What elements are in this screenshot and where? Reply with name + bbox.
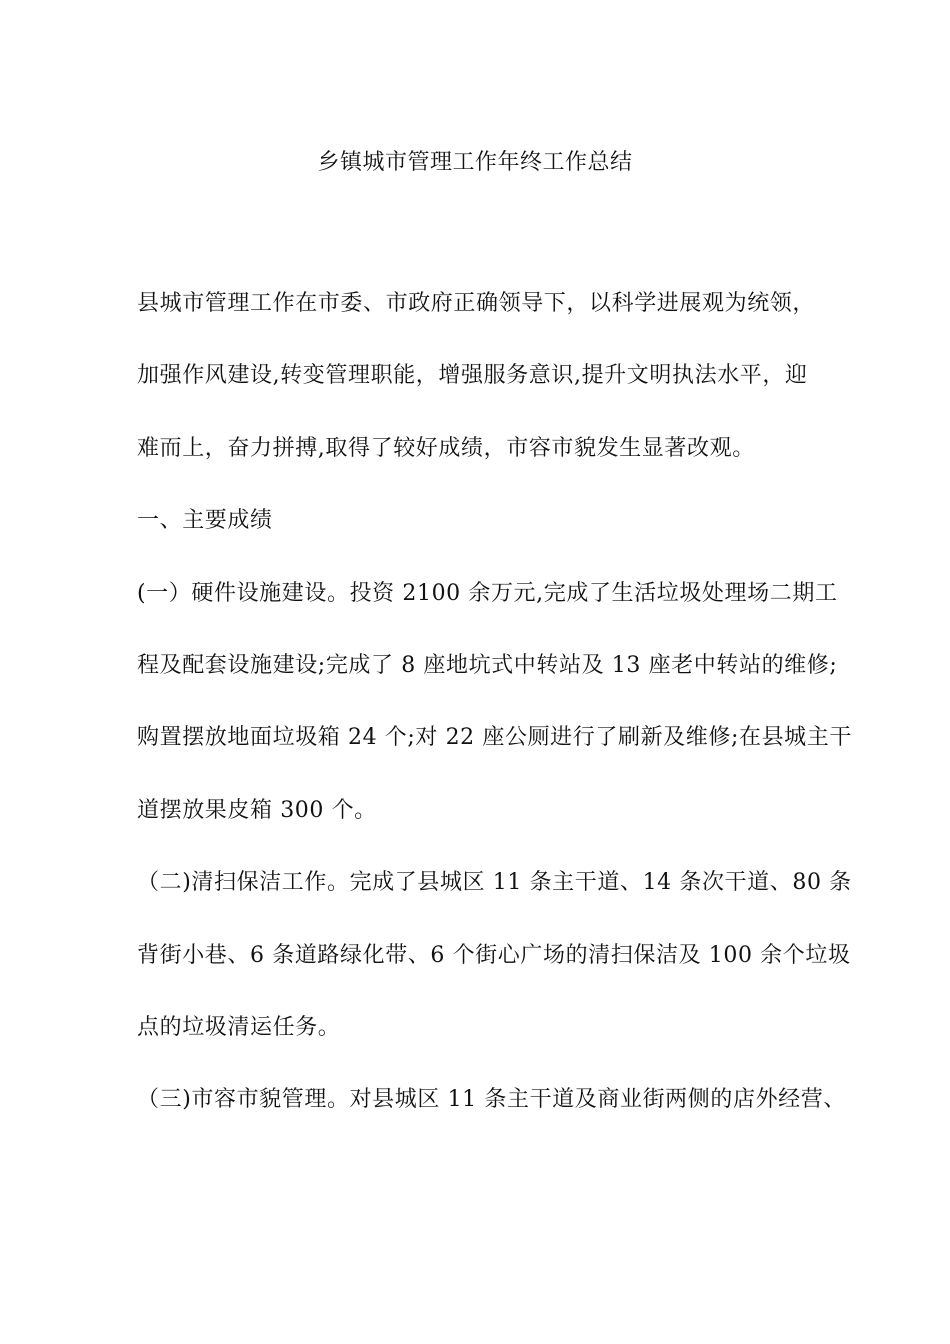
body-line: 程及配套设施建设;完成了 8 座地坑式中转站及 13 座老中转站的维修;: [137, 652, 838, 678]
body-line: 难而上，奋力拼搏,取得了较好成绩，市容市貌发生显著改观。: [137, 435, 755, 461]
document-title: 乡镇城市管理工作年终工作总结: [317, 150, 633, 175]
body-line: 背街小巷、6 条道路绿化带、6 个街心广场的清扫保洁及 100 余个垃圾: [137, 942, 851, 968]
document-body: [137, 282, 852, 1151]
body-line: 县城市管理工作在市委、市政府正确领导下，以科学进展观为统领，: [137, 291, 816, 316]
section-heading: 一、主要成绩: [137, 508, 273, 534]
body-line: 点的垃圾清运任务。: [137, 1014, 341, 1040]
body-line: (一）硬件设施建设。投资 2100 余万元,完成了生活垃圾处理场二期工: [137, 580, 838, 606]
body-line: 道摆放果皮箱 300 个。: [137, 797, 377, 823]
body-line: 加强作风建设,转变管理职能，增强服务意识,提升文明执法水平，迎: [137, 363, 808, 389]
body-line: （二)清扫保洁工作。完成了县城区 11 条主干道、14 条次干道、80 条: [137, 870, 852, 896]
body-line: 购置摆放地面垃圾箱 24 个;对 22 座公厕进行了刷新及维修;在县城主干: [137, 725, 852, 751]
body-line: （三)市容市貌管理。对县城区 11 条主干道及商业街两侧的店外经营、: [137, 1087, 846, 1113]
